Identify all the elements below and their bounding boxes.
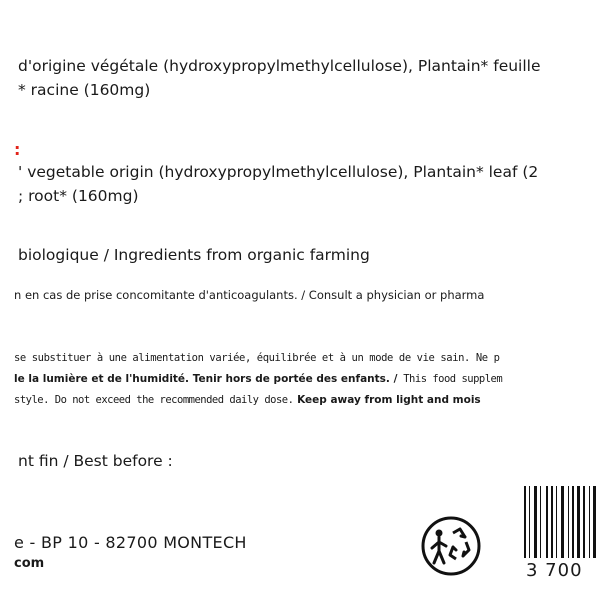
composition-en-line-1: ' vegetable origin (hydroxypropylmethylcellulose), Plantain* leaf (2 (18, 163, 539, 181)
barcode-icon (520, 486, 600, 600)
precautions-line-1: se substituer à une alimentation variée, équilibrée et à un mode de vie sain. Ne p (14, 352, 500, 364)
barcode-bar (568, 486, 569, 558)
composition-en-line-2: ; root* (160mg) (18, 187, 139, 205)
barcode-digits: 3 700 (526, 560, 583, 581)
precautions-line-3-bold: Keep away from light and mois (293, 394, 481, 406)
best-before-label: nt fin / Best before : (18, 452, 173, 470)
barcode-bar (529, 486, 530, 558)
barcode-bar (583, 486, 585, 558)
organic-farming-note: biologique / Ingredients from organic farming (18, 246, 370, 264)
precautions-line-2-bold: le la lumière et de l'humidité. Tenir hors de portée des enfants. / (14, 373, 398, 385)
precautions-line-2-rest: This food supplem (397, 373, 503, 385)
barcode-bar (589, 486, 590, 558)
precautions-line-3-rest: style. Do not exceed the recommended daily dose. (14, 394, 294, 406)
barcode-bar (593, 486, 596, 558)
precautions-line-2 (14, 373, 502, 385)
barcode-bar (551, 486, 553, 558)
precautions-line-3 (14, 394, 481, 406)
composition-fr-line-1: d'origine végétale (hydroxypropylmethylcellulose), Plantain* feuille (18, 57, 541, 75)
barcode-bar (534, 486, 537, 558)
composition-fr-line-2: * racine (160mg) (18, 81, 151, 99)
anticoagulant-warning: n en cas de prise concomitante d'anticoagulants. / Consult a physician or pharma (14, 288, 485, 302)
barcode-bar (572, 486, 574, 558)
barcode-bar (546, 486, 548, 558)
manufacturer-address: e - BP 10 - 82700 MONTECH (14, 533, 247, 552)
barcode-bar (524, 486, 526, 558)
barcode-bar (561, 486, 564, 558)
barcode-bar (577, 486, 580, 558)
manufacturer-website: com (14, 556, 45, 571)
barcode-bar (540, 486, 541, 558)
barcode-bar (556, 486, 557, 558)
composition-en-heading-marker: : (14, 140, 21, 159)
triman-recycling-icon (420, 515, 482, 577)
